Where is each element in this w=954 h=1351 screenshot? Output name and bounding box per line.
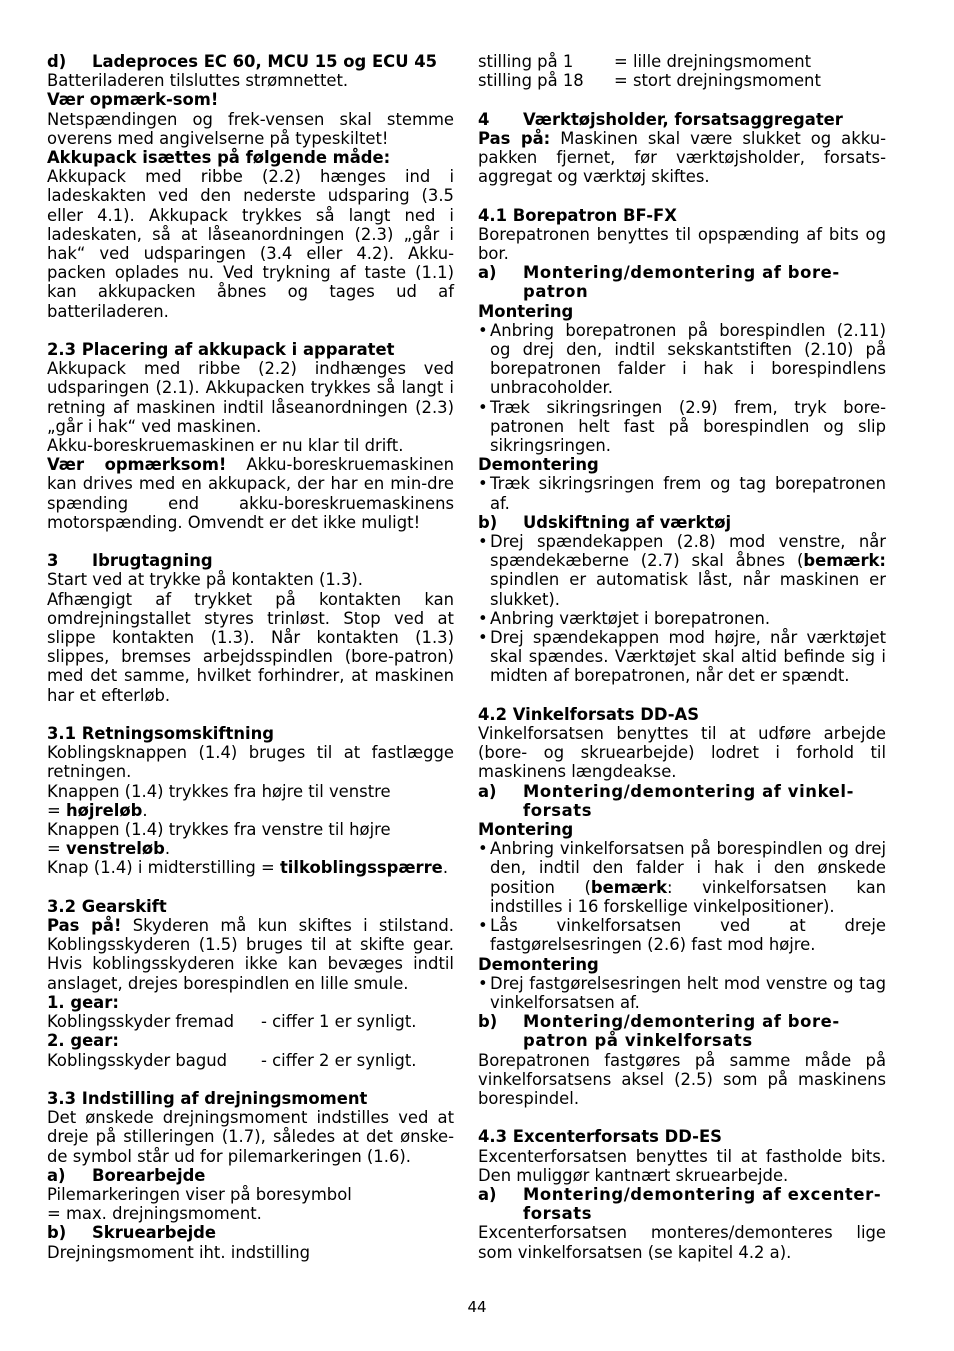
text: = [47, 800, 66, 820]
subsection-title: Skruearbejde [92, 1223, 217, 1243]
gear-value: - ciffer 1 er synligt. [261, 1012, 417, 1032]
subsection-letter: a) [478, 781, 497, 801]
text: spindlen er automatisk låst, når maskinen er slukket). [490, 570, 886, 609]
setting-value: = lille drejningsmoment [614, 52, 812, 71]
subsection-title: Montering/demontering af excenter-forsats [523, 1184, 882, 1224]
left-column [47, 52, 454, 1262]
warning-text: Skyderen må kun skiftes i stilstand. Koblingsskyderen (1.5) bruges til at skifte gear. Hvis koblingsskyderen ikke kan bevæges indtil anslaget, drejes borespindlen en lille smule. [47, 916, 454, 993]
paragraph: Excenterforsatsen benyttes til at fastholde bits. Den muliggør kantnært skruearbejde. [478, 1146, 886, 1185]
gear-row [47, 1012, 454, 1031]
subsection-title: Montering/demontering af vinkel-forsats [523, 781, 854, 820]
section-heading-4-3: 4.3 Excenterforsats DD-ES [478, 1127, 722, 1147]
subsection-letter: a) [478, 263, 497, 283]
warning-text: Akku-boreskruemaskinen kan drives med en akkupack, der har en min-dre spænding end akku-boreskruemaskinens motorspænding. Omvendt er det ikke muligt! [47, 455, 454, 532]
subsection-letter: b) [478, 1012, 498, 1032]
subsection-title: Borearbejde [92, 1165, 206, 1185]
list-item: • Drej fastgørelsesringen helt mod venstre og tag vinkelforsatsen af. [478, 974, 886, 1012]
subsection-heading [47, 1166, 454, 1185]
subsection-heading [478, 263, 886, 301]
paragraph: Batteriladeren tilsluttes strømnettet. [47, 71, 349, 91]
emphasis: tilkoblingsspærre [279, 858, 443, 878]
section-heading-4-2: 4.2 Vinkelforsats DD-AS [478, 704, 700, 724]
setting-row [478, 71, 886, 90]
section-heading-3-2: 3.2 Gearskift [47, 896, 167, 916]
list-item [478, 839, 886, 916]
list-item: • Anbring borepatronen på borespindlen (2.11) og drej den, indtil sekskantstiften (2.10) på borepatronen falder i hak i borespindlens unbracoholder. [478, 321, 886, 398]
subsection-heading [478, 782, 886, 820]
paragraph: Koblingsknappen (1.4) bruges til at fastlægge retningen. [47, 743, 454, 782]
paragraph [478, 129, 886, 187]
setting-label: stilling på 1 [478, 52, 574, 71]
paragraph: Knappen (1.4) trykkes fra højre til venstre [47, 781, 391, 801]
subheading: 2. gear: [47, 1031, 119, 1051]
paragraph [47, 839, 454, 858]
list-item: • Træk sikringsringen (2.9) frem, tryk bore-patronen helt fast på borespindlen og slip sikringsringen. [478, 398, 886, 456]
section-number: 4 [478, 109, 490, 129]
paragraph: Borepatronen fastgøres på samme måde på vinkelforsatsens aksel (2.5) som på maskinens borespindel. [478, 1050, 886, 1108]
section-heading-4-1: 4.1 Borepatron BF-FX [478, 205, 677, 225]
bullet-list [478, 532, 886, 686]
page-number: 44 [467, 1298, 487, 1316]
section-heading-3-1: 3.1 Retningsomskiftning [47, 724, 275, 744]
paragraph [47, 858, 454, 877]
text: . [142, 800, 148, 820]
section-heading-4 [478, 110, 886, 129]
list-item: • Anbring værktøjet i borepatronen. [478, 609, 886, 628]
section-heading-3 [47, 551, 454, 570]
gear-label: Koblingsskyder fremad [47, 1012, 235, 1032]
text: Anbring vinkelforsatsen på borespindlen og drej den, indtil den falder i hak i den ønskede position ( [490, 839, 886, 897]
subsection-letter: b) [478, 512, 498, 532]
section-title: Ladeproces EC 60, MCU 15 og ECU 45 [92, 52, 438, 71]
text: Knap (1.4) i midterstilling = [47, 858, 280, 878]
text: . [164, 839, 171, 859]
section-heading-3-3: 3.3 Indstilling af drejningsmoment [47, 1088, 368, 1108]
section-heading-d [47, 52, 454, 71]
emphasis: højreløb [65, 800, 143, 820]
subheading: 1. gear: [47, 992, 119, 1012]
subsection-heading [478, 1012, 886, 1050]
paragraph: Det ønskede drejningsmoment indstilles ved at dreje på stilleringen (1.7), således at det ønske-de symbol står ud for pilemarkeringen (1.6). [47, 1108, 454, 1166]
gear-row [47, 1051, 454, 1070]
subsection-letter: b) [47, 1223, 67, 1243]
bullet-list [478, 839, 886, 954]
subsection-title: Montering/demontering af bore-patron på vinkelforsats [523, 1012, 840, 1051]
setting-value: = stort drejningsmoment [614, 71, 821, 91]
section-title: Værktøjsholder, forsatsaggregater [523, 109, 843, 129]
subheading: Demontering [478, 954, 599, 974]
list-item: • Drej spændekappen mod højre, når værktøjet skal spændes. Værktøjet skal altid befinde sig i midten af borepatronen, når det er spændt. [478, 628, 886, 686]
text: : vinkelforsatsen kan indstilles i 16 forskellige vinkelpositioner). [490, 877, 887, 916]
paragraph: Afhængigt af trykket på kontakten kan omdrejningstallet styres trinløst. Stop ved at slippe kontakten (1.3). Når kontakten (1.3) slippes, bremses arbejdsspindlen (bore-patron) med det samme, hvilket forhindrer, at maskinen har et efterløb. [47, 589, 454, 705]
subsection-heading [47, 1223, 454, 1242]
paragraph: Pilemarkeringen viser på boresymbol [47, 1184, 352, 1204]
paragraph [47, 455, 454, 532]
paragraph: Excenterforsatsen monteres/demonteres lige som vinkelforsatsen (se kapitel 4.2 a). [478, 1223, 886, 1262]
subsection-letter: a) [478, 1184, 497, 1204]
emphasis: venstreløb [65, 839, 165, 859]
subheading: Montering [478, 301, 574, 321]
subsection-title: Udskiftning af værktøj [523, 512, 732, 532]
paragraph: Netspændingen og frek-vensen skal stemme overens med angivelserne på typeskiltet! [47, 109, 454, 148]
warning-label: Pas på! [47, 916, 122, 936]
paragraph: Drejningsmoment iht. indstilling [47, 1242, 311, 1262]
paragraph: Knappen (1.4) trykkes fra venstre til højre [47, 820, 391, 840]
bullet-list [478, 321, 886, 455]
warning-text: Maskinen skal være slukket og akku-pakken fjernet, før værktøjsholder, forsats-aggregat og værktøj skiftes. [478, 128, 886, 187]
setting-label: stilling på 18 [478, 71, 584, 91]
section-number: d) [47, 52, 67, 71]
gear-label: Koblingsskyder bagud [47, 1050, 228, 1070]
emphasis: bemærk: [803, 551, 886, 571]
paragraph: Akkupack med ribbe (2.2) hænges ind i ladeskakten ved den nederste udsparing (3.5 eller 4.1). Akkupack trykkes så langt ned i ladeskaten, så at låseanordningen (2.3) „går i hak“ ved udsparingen (3.4 eller 4.2). Akku-packen oplades nu. Ved trykning af taste (1.1) kan akkupacken åbnes og tages ud af batteriladeren. [47, 167, 454, 321]
warning-label: Vær opmærk-som! [47, 90, 219, 110]
paragraph: Vinkelforsatsen benyttes til at udføre arbejde (bore- og skruearbejde) lodret i forhold til maskinens længdeakse. [478, 724, 886, 782]
paragraph: Akkupack med ribbe (2.2) indhænges ved udsparingen (2.1). Akkupacken trykkes så langt i retning af maskinen indtil låseanordningen (2.3) „går i hak“ ved maskinen. [47, 359, 454, 436]
paragraph: Borepatronen benyttes til opspænding af bits og bor. [478, 224, 886, 263]
paragraph [47, 801, 454, 820]
setting-row [478, 52, 886, 71]
subsection-heading [478, 1185, 886, 1223]
section-title: Ibrugtagning [92, 551, 213, 571]
subheading: Akkupack isættes på følgende måde: [47, 148, 391, 168]
gear-value: - ciffer 2 er synligt. [261, 1050, 417, 1070]
right-column [478, 52, 886, 1262]
section-number: 3 [47, 551, 59, 571]
emphasis: bemærk [590, 877, 667, 897]
warning-label: Pas på: [478, 128, 551, 148]
list-item: • Lås vinkelforsatsen ved at dreje fastgørelsesringen (2.6) fast mod højre. [478, 916, 886, 954]
subsection-title: Montering/demontering af bore-patron [523, 263, 840, 302]
text: Drej spændekappen (2.8) mod venstre, når spændekæberne (2.7) skal åbnes ( [490, 532, 886, 571]
text: . [442, 858, 449, 878]
subsection-letter: a) [47, 1165, 66, 1185]
subsection-heading [478, 513, 886, 532]
section-heading-2-3: 2.3 Placering af akkupack i apparatet [47, 340, 395, 360]
bullet-list [478, 974, 886, 1012]
list-item [478, 532, 886, 609]
warning-label: Vær opmærksom! [47, 455, 227, 475]
list-item: • Træk sikringsringen frem og tag borepatronen af. [478, 474, 886, 512]
bullet-list [478, 474, 886, 512]
paragraph [47, 916, 454, 993]
paragraph: Akku-boreskruemaskinen er nu klar til drift. [47, 436, 404, 456]
subheading: Demontering [478, 455, 599, 475]
text: = [47, 839, 66, 859]
paragraph: Start ved at trykke på kontakten (1.3). [47, 570, 364, 590]
paragraph: = max. drejningsmoment. [47, 1204, 262, 1224]
subheading: Montering [478, 820, 574, 840]
